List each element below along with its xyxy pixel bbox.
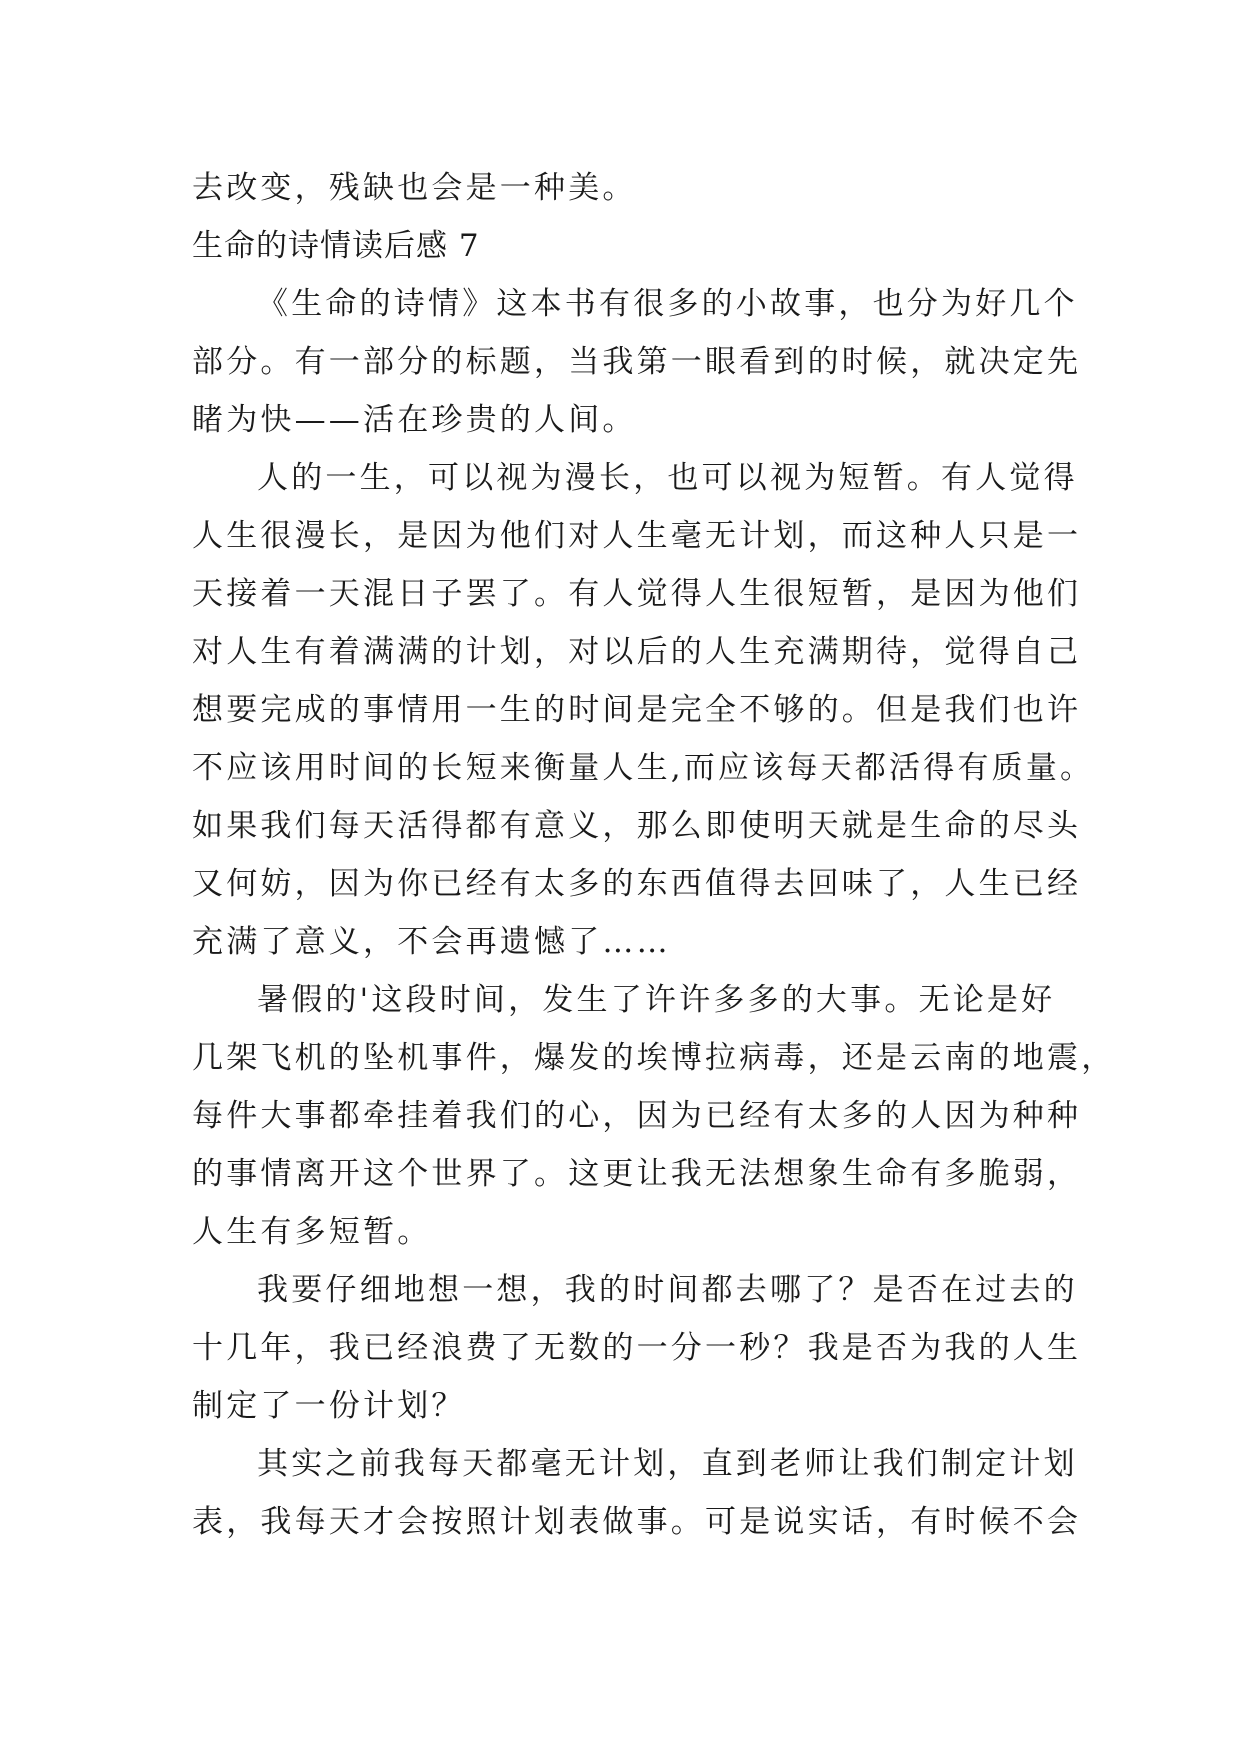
- paragraph-line: 睹为快——活在珍贵的人间。: [192, 402, 637, 438]
- paragraph-line: 天接着一天混日子罢了。有人觉得人生很短暂，是因为他们: [192, 576, 1082, 612]
- paragraph-line: 人的一生，可以视为漫长，也可以视为短暂。有人觉得: [257, 460, 1078, 496]
- paragraph-line: 我要仔细地想一想，我的时间都去哪了？是否在过去的: [257, 1272, 1078, 1308]
- paragraph-line: 其实之前我每天都毫无计划，直到老师让我们制定计划: [257, 1446, 1078, 1482]
- paragraph-line: 的事情离开这个世界了。这更让我无法想象生命有多脆弱，: [192, 1156, 1082, 1192]
- paragraph-line: 表，我每天才会按照计划表做事。可是说实话，有时候不会: [192, 1504, 1082, 1540]
- paragraph-line: 去改变，残缺也会是一种美。: [192, 170, 637, 206]
- paragraph-line: 充满了意义，不会再遗憾了……: [192, 924, 671, 960]
- paragraph-line: 如果我们每天活得都有意义，那么即使明天就是生命的尽头: [192, 808, 1082, 844]
- paragraph-line: 暑假的'这段时间，发生了许许多多的大事。无论是好: [257, 982, 1056, 1018]
- paragraph-line: 不应该用时间的长短来衡量人生,而应该每天都活得有质量。: [192, 750, 1095, 786]
- paragraph-line: 制定了一份计划？: [192, 1388, 466, 1424]
- paragraph-line: 又何妨，因为你已经有太多的东西值得去回味了，人生已经: [192, 866, 1082, 902]
- paragraph-line: 对人生有着满满的计划，对以后的人生充满期待，觉得自己: [192, 634, 1082, 670]
- paragraph-line: 几架飞机的坠机事件，爆发的埃博拉病毒，还是云南的地震，: [192, 1040, 1116, 1076]
- paragraph-line: 想要完成的事情用一生的时间是完全不够的。但是我们也许: [192, 692, 1082, 728]
- paragraph-line: 部分。有一部分的标题，当我第一眼看到的时候，就决定先: [192, 344, 1082, 380]
- section-heading: 生命的诗情读后感 7: [192, 228, 480, 264]
- paragraph-line: 十几年，我已经浪费了无数的一分一秒？我是否为我的人生: [192, 1330, 1082, 1366]
- paragraph-line: 人生很漫长，是因为他们对人生毫无计划，而这种人只是一: [192, 518, 1082, 554]
- paragraph-line: 人生有多短暂。: [192, 1214, 432, 1250]
- paragraph-line: 《生命的诗情》这本书有很多的小故事，也分为好几个: [257, 286, 1078, 322]
- paragraph-line: 每件大事都牵挂着我们的心，因为已经有太多的人因为种种: [192, 1098, 1082, 1134]
